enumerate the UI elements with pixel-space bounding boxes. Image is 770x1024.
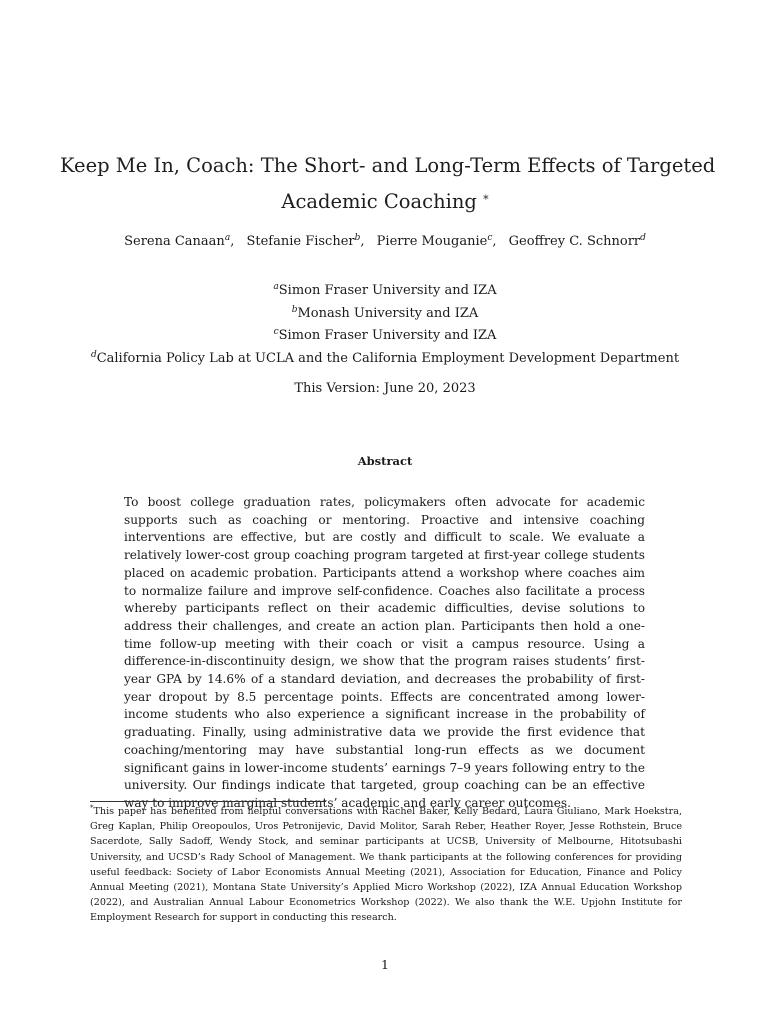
author-name: Pierre Mouganie (376, 234, 488, 249)
paper-title (60, 148, 716, 220)
affiliation (20, 325, 750, 348)
title-footnote-marker[interactable]: * (483, 193, 489, 206)
affiliation-marker: b (291, 304, 298, 315)
affiliation-text: California Policy Lab at UCLA and the California Employment Development Department (96, 350, 680, 366)
page-number: 1 (381, 957, 389, 972)
affiliation-marker: c (273, 327, 279, 337)
abstract-heading: Abstract (357, 454, 413, 468)
author-name: Serena Canaan (124, 234, 225, 249)
title-line-2-text: Academic Coaching (281, 190, 477, 213)
title-line-2 (60, 184, 710, 220)
author: Stefanie Fischer$^b$, (246, 233, 365, 249)
footnote (90, 804, 682, 926)
affiliation-text: Simon Fraser University and IZA (278, 328, 497, 343)
author-affil-marker: d (640, 233, 646, 243)
affiliation (20, 348, 750, 371)
footnote-marker: * (90, 804, 94, 812)
author-affil-marker: a (224, 233, 231, 243)
affiliation-marker: a (273, 282, 279, 292)
footnote-text: This paper has benefited from helpful conversations with Rachel Baker, Kelly Bedard, Laura Giuliano, Mark Hoekstra, Greg Kaplan, Philip Oreopoulos, Uros Petronijevic, David Molitor, Sarah Reber, Heather Royer, Jesse Rothstein, Bruce Sacerdote, Sally Sadoff, Wendy Stock, and seminar participants at UCSB, University of Melbourne, Hitotsubashi University, and UCSD’s Rady School of Management. We thank participants at the following conferences for providing useful feedback: Society of Labor Economists Annual Meeting (2021), Association for Education, Finance and Policy Annual Meeting (2021), Montana State University’s Applied Micro Workshop (2022), IZA Annual Education Workshop (2022), and Australian Annual Labour Econometrics Workshop (2022). We also thank the W.E. Upjohn Institute for Employment Research for support in conducting this research. (90, 806, 682, 924)
footnote-rule (90, 801, 326, 802)
author-name: Stefanie Fischer (246, 234, 355, 249)
author-affil-marker: c (487, 233, 493, 243)
affiliation-text: Monash University and IZA (297, 305, 479, 321)
author: Pierre Mouganie$^c$, (376, 233, 497, 249)
author: Serena Canaan$^a$, (124, 233, 235, 249)
title-line-1: Keep Me In, Coach: The Short- and Long-Term Effects of Targeted (60, 154, 716, 177)
affiliation (20, 303, 750, 326)
affiliation-list (20, 280, 750, 370)
author-name: Geoffrey C. Schnorr (508, 234, 641, 249)
author-affil-marker: b (354, 233, 361, 243)
author-list (60, 234, 710, 249)
affiliation-marker: d (90, 349, 97, 360)
version-date: This Version: June 20, 2023 (294, 381, 476, 396)
abstract-text: To boost college graduation rates, policymakers often advocate for academic supports such as coaching or mentoring. Proactive and intensive coaching interventions are effective, but are costly and difficult to scale. We evaluate a relatively lower-cost group coaching program targeted at first-year college students placed on academic probation. Participants attend a workshop where coaches aim to normalize failure and improve self-confidence. Coaches also facilitate a process whereby participants reflect on their academic difficulties, devise solutions to address their challenges, and create an action plan. Participants then hold a one-time follow-up meeting with their coach or visit a campus resource. Using a difference-in-discontinuity design, we show that the program raises students’ first-year GPA by 14.6% of a standard deviation, and decreases the probability of first-year dropout by 8.5 percentage points. Effects are concentrated among lower-income students who also experience a significant increase in the probability of graduating. Finally, using administrative data we provide the first evidence that coaching/mentoring may have substantial long-run effects as we document significant gains in lower-income students’ earnings 7–9 years following entry to the university. Our findings indicate that targeted, group coaching can be an effective way to improve marginal students’ academic and early career outcomes. (124, 495, 645, 810)
affiliation (20, 280, 750, 303)
author (509, 234, 646, 249)
affiliation-text: Simon Fraser University and IZA (278, 283, 497, 298)
